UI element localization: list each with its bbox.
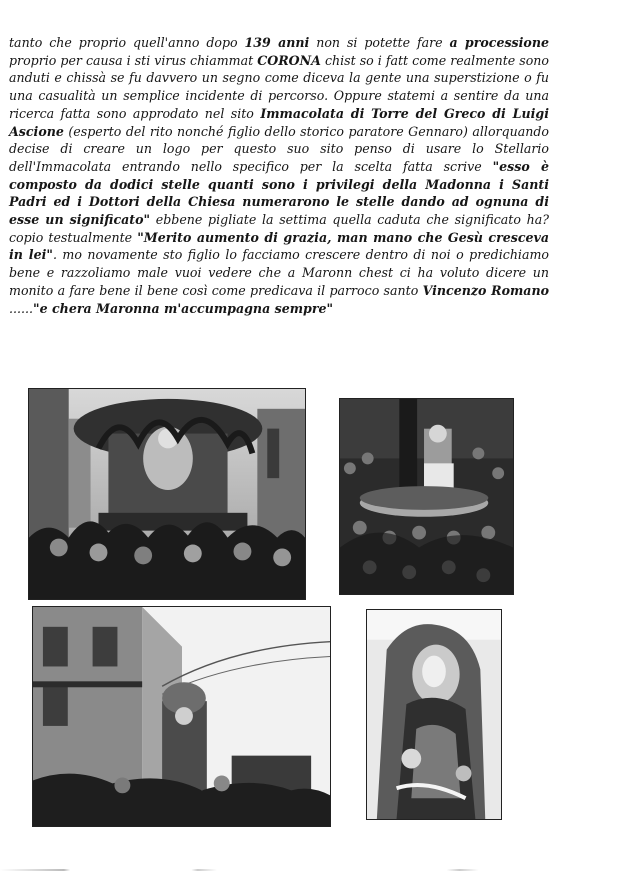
madonna-statue-photo [366,609,502,820]
text-run: (esperto del rito nonché figlio dello storico paratore Gennaro) allorquando decise di creare un logo per questo suo sito penso di usare lo Stellario dell'Immacolata entrando nello specifico per la scelta fatta scrive [9,123,549,174]
scan-edge-mark [0,869,638,871]
highlight-corona: CORONA [257,52,321,68]
highlight-procession: a processione [449,35,549,50]
text-run: ...... [9,300,34,316]
street-procession-photo [32,606,331,827]
highlight-saint-name: Vincenzo Romano [422,282,550,298]
text-run: non si potette fare [309,35,450,50]
article-paragraph [9,34,549,317]
highlight-closing-quote: "e chera Maronna m'accumpagna sempre" [33,300,334,316]
text-run: . mo novamente sto figlio lo facciamo crescere dentro di noi o predichiamo bene e razzoliamo male vuoi vedere che a Maronn chest ci ha voluto dicere un monito a fare bene il bene così come predicava il parroco santo [9,247,549,298]
highlight-quote-grace: "Merito aumento di grazia, man mano che Gesù cresceva in lei" [9,229,549,263]
highlight-quote-stars: "esso è composto da dodici stelle quanti sono i privilegi della Madonna i Santi Padri ed i Dottori della Chiesa numerarono le stelle dando ad ognuna di esse un significato" [9,158,549,228]
procession-statue-photo [28,388,306,600]
text-run: ebbene pigliate la settima quella caduta che significato ha? copio testualmente [9,212,549,245]
crowd-statue-photo [339,398,514,595]
text-run: proprio per causa i sti virus chiammat [9,52,258,68]
text-run: chist so i fatt come realmente sono anduti e chissà se fu davvero un segno come diceva la gente una superstizione o fu una casualità un semplice incidente di percorso. Oppure statemi a sentire da una ricerca fatta sono approdato nel sito [9,52,549,121]
article-text [9,34,549,317]
highlight-site-name: Immacolata di Torre del Greco di Luigi Ascione [9,105,549,139]
highlight-years: 139 anni [244,35,310,50]
text-run: tanto che proprio quell'anno dopo [9,35,245,50]
